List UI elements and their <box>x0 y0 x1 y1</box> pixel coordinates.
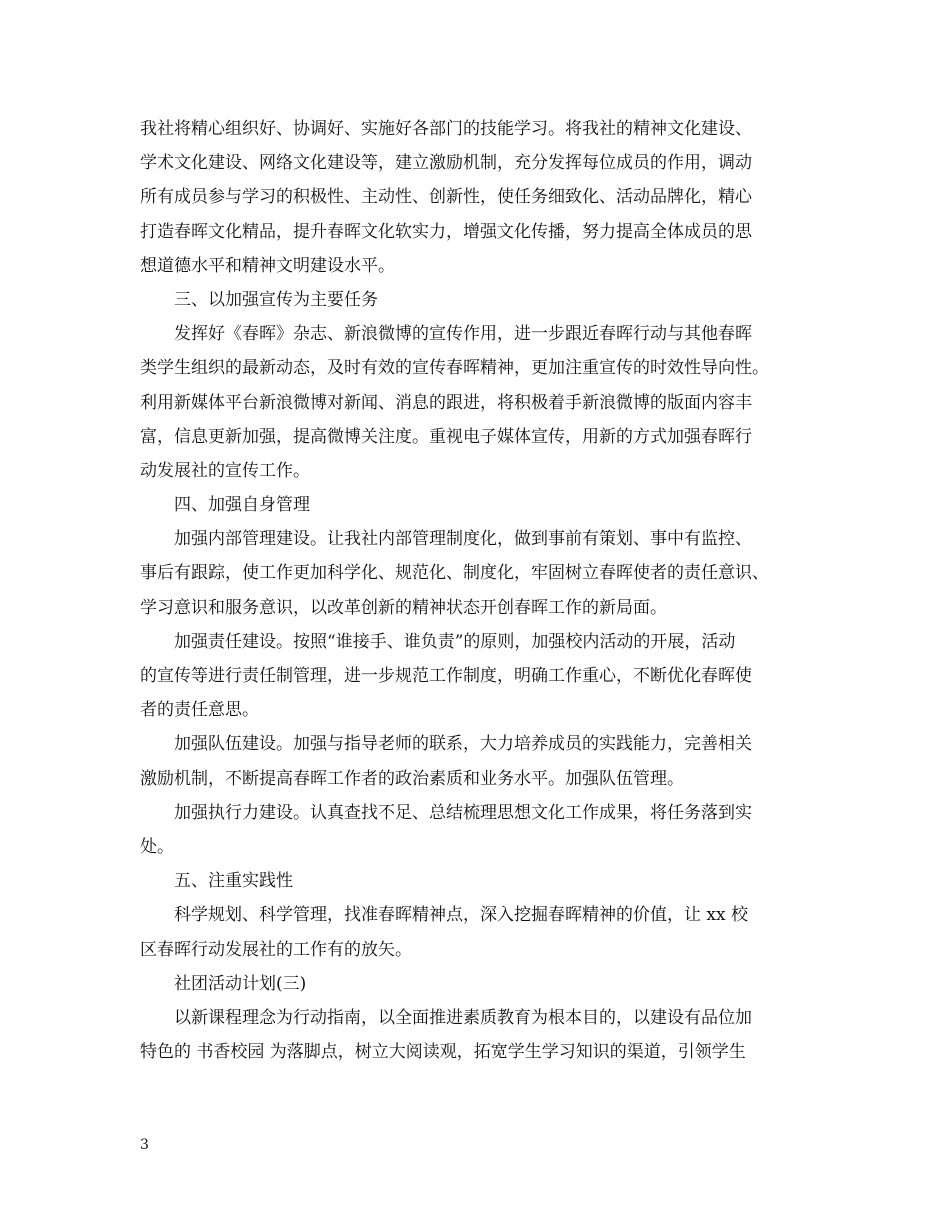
text-line: 激励机制，不断提高春晖工作者的政治素质和业务水平。加强队伍管理。 <box>140 768 684 789</box>
text-line: 处。 <box>140 836 174 857</box>
text-line: 想道德水平和精神文明建设水平。 <box>140 255 395 276</box>
text-line: 区春晖行动发展社的工作有的放矢。 <box>140 939 412 960</box>
section-heading: 社团活动计划(三) <box>174 973 307 994</box>
text-line: 学术文化建设、网络文化建设等，建立激励机制，充分发挥每位成员的作用，调动 <box>140 153 752 174</box>
section-heading: 五、注重实践性 <box>174 871 293 892</box>
text-line: 加强执行力建设。认真查找不足、总结梳理思想文化工作成果，将任务落到实 <box>174 802 752 823</box>
text-line: 以新课程理念为行动指南，以全面推进素质教育为根本目的，以建设有品位加 <box>174 1007 752 1028</box>
text-line: 我社将精心组织好、协调好、实施好各部门的技能学习。将我社的精神文化建设、 <box>140 119 752 139</box>
text-line: 科学规划、科学管理，找准春晖精神点，深入挖掘春晖精神的价值，让 xx 校 <box>174 905 748 926</box>
text-line: 利用新媒体平台新浪微博对新闻、消息的跟进，将积极着手新浪微博的版面内容丰 <box>140 392 752 413</box>
text-line: 的宣传等进行责任制管理，进一步规范工作制度，明确工作重心，不断优化春晖使 <box>140 666 752 686</box>
text-line: 加强责任建设。按照“谁接手、谁负责”的原则，加强校内活动的开展，活动 <box>174 631 736 652</box>
text-line: 动发展社的宣传工作。 <box>140 460 310 481</box>
text-line: 类学生组织的最新动态，及时有效的宣传春晖精神，更加注重宣传的时效性导向性。 <box>140 358 769 379</box>
text-line: 者的责任意思。 <box>140 700 259 721</box>
text-line: 特色的 书香校园 为落脚点，树立大阅读观，拓宽学生学习知识的渠道，引领学生 <box>140 1042 746 1063</box>
text-line: 加强队伍建设。加强与指导老师的联系，大力培养成员的实践能力，完善相关 <box>174 734 752 755</box>
text-line: 所有成员参与学习的积极性、主动性、创新性，使任务细致化、活动品牌化，精心 <box>140 187 752 208</box>
text-line: 打造春晖文化精品，提升春晖文化软实力，增强文化传播，努力提高全体成员的思 <box>140 221 752 242</box>
text-line: 学习意识和服务意识，以改革创新的精神状态开创春晖工作的新局面。 <box>140 597 667 618</box>
section-heading: 三、以加强宣传为主要任务 <box>174 289 378 310</box>
text-line: 加强内部管理建设。让我社内部管理制度化，做到事前有策划、事中有监控、 <box>174 529 752 550</box>
document-body <box>140 112 830 1069</box>
page-number: 3 <box>140 1137 149 1153</box>
text-line: 富，信息更新加强，提高微博关注度。重视电子媒体宣传，用新的方式加强春晖行 <box>140 426 752 447</box>
text-line: 发挥好《春晖》杂志、新浪微博的宣传作用，进一步跟近春晖行动与其他春晖 <box>174 324 752 345</box>
text-line: 事后有跟踪，使工作更加科学化、规范化、制度化，牢固树立春晖使者的责任意识、 <box>140 563 769 584</box>
section-heading: 四、加强自身管理 <box>174 495 310 516</box>
